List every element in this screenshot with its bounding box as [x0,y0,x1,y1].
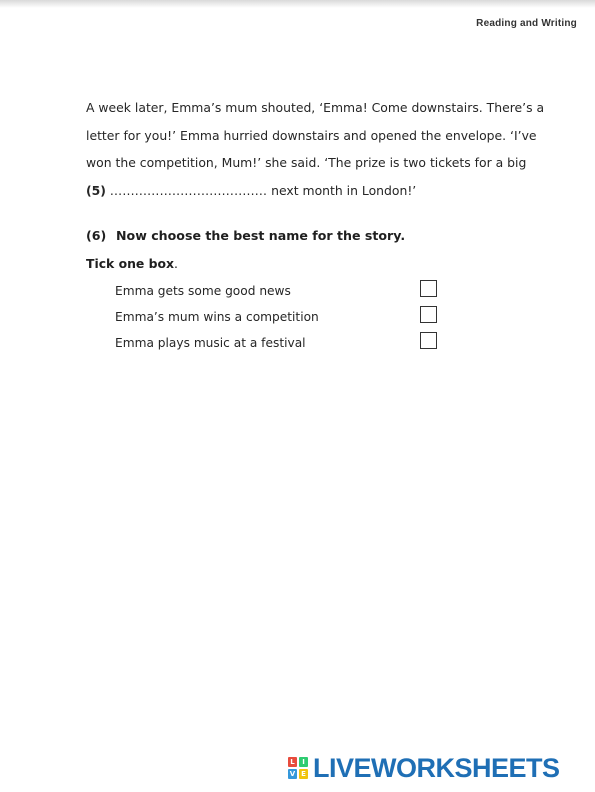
page-top-edge [0,0,595,8]
option-good-news [115,278,445,304]
question-text: Now choose the best name for the story. [116,228,406,243]
story-passage [86,94,545,204]
gap-line-end: next month in London!’ [271,182,417,198]
logo-tile: I [299,757,308,767]
option-mum-wins [115,304,445,330]
liveworksheets-icon [288,757,308,779]
passage-line: won the competition, Mum!’ she said. ‘The prize is two tickets for a big [86,155,527,170]
option-label: Emma gets some good news [115,284,291,298]
logo-tile: E [299,769,308,779]
instruction [86,256,178,271]
option-plays-music [115,330,445,356]
gap-line [86,177,536,205]
brand-name: LIVEWORKSHEETS [313,752,560,783]
logo-tile: L [288,757,297,767]
passage-line: letter for you!’ Emma hurried downstairs and opened the envelope. ‘I’ve [86,127,537,143]
passage-line: A week later, Emma’s mum shouted, ‘Emma! Come downstairs. There’s a [86,100,545,115]
question-number: (6) [86,228,107,243]
gap-answer-field[interactable]: ...................................... [109,182,268,198]
liveworksheets-logo [288,754,560,782]
logo-tile: V [289,770,296,778]
instruction-bold: Tick one box [86,256,175,271]
answer-options [115,278,445,356]
section-header: Reading and Writing [476,18,577,29]
tick-box[interactable] [420,280,437,297]
instruction-end: . [174,256,178,271]
question-6 [86,228,405,243]
option-label: Emma plays music at a festival [115,336,306,350]
tick-box[interactable] [420,306,437,323]
gap-number: (5) [86,182,106,198]
tick-box[interactable] [420,332,437,349]
option-label: Emma’s mum wins a competition [115,310,319,324]
